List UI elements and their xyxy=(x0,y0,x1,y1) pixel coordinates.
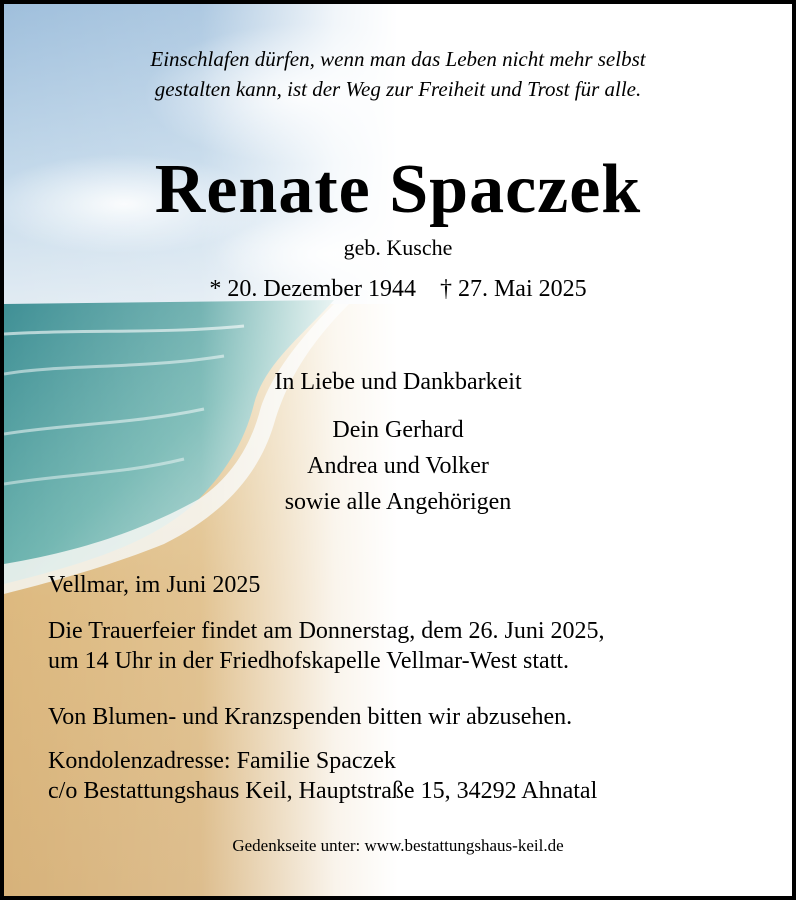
motto-quote xyxy=(4,44,792,104)
mourner-line: sowie alle Angehörigen xyxy=(284,489,512,515)
memorial-page-link: Gedenkseite unter: www.bestattungshaus-keil.de xyxy=(232,836,564,855)
mourners-list xyxy=(4,412,792,520)
condolence-address xyxy=(48,746,768,806)
service-line-1: Die Trauerfeier findet am Donnerstag, dem 26. Juni 2025, xyxy=(48,618,605,644)
life-dates xyxy=(4,272,792,306)
mourner-line: Andrea und Volker xyxy=(307,453,489,479)
notice-content xyxy=(4,4,792,896)
place-date: Vellmar, im Juni 2025 xyxy=(48,572,261,598)
service-line-2: um 14 Uhr in der Friedhofskapelle Vellmar-West statt. xyxy=(48,648,570,674)
gratitude-line: In Liebe und Dankbarkeit xyxy=(274,369,522,395)
mourner-line: Dein Gerhard xyxy=(332,417,464,443)
birth-date: * 20. Dezember 1944 xyxy=(209,276,416,302)
maiden-name: geb. Kusche xyxy=(343,235,453,260)
condolence-line-1: Kondolenzadresse: Familie Spaczek xyxy=(48,748,396,774)
motto-line-2: gestalten kann, ist der Weg zur Freiheit und Trost für alle. xyxy=(154,77,642,101)
deceased-name: Renate Spaczek xyxy=(154,151,642,228)
flowers-note: Von Blumen- und Kranzspenden bitten wir abzusehen. xyxy=(48,704,573,730)
condolence-line-2: c/o Bestattungshaus Keil, Hauptstraße 15, 34292 Ahnatal xyxy=(48,778,598,804)
funeral-service-info xyxy=(48,616,768,676)
motto-line-1: Einschlafen dürfen, wenn man das Leben nicht mehr selbst xyxy=(150,47,646,71)
death-date: † 27. Mai 2025 xyxy=(439,276,587,302)
